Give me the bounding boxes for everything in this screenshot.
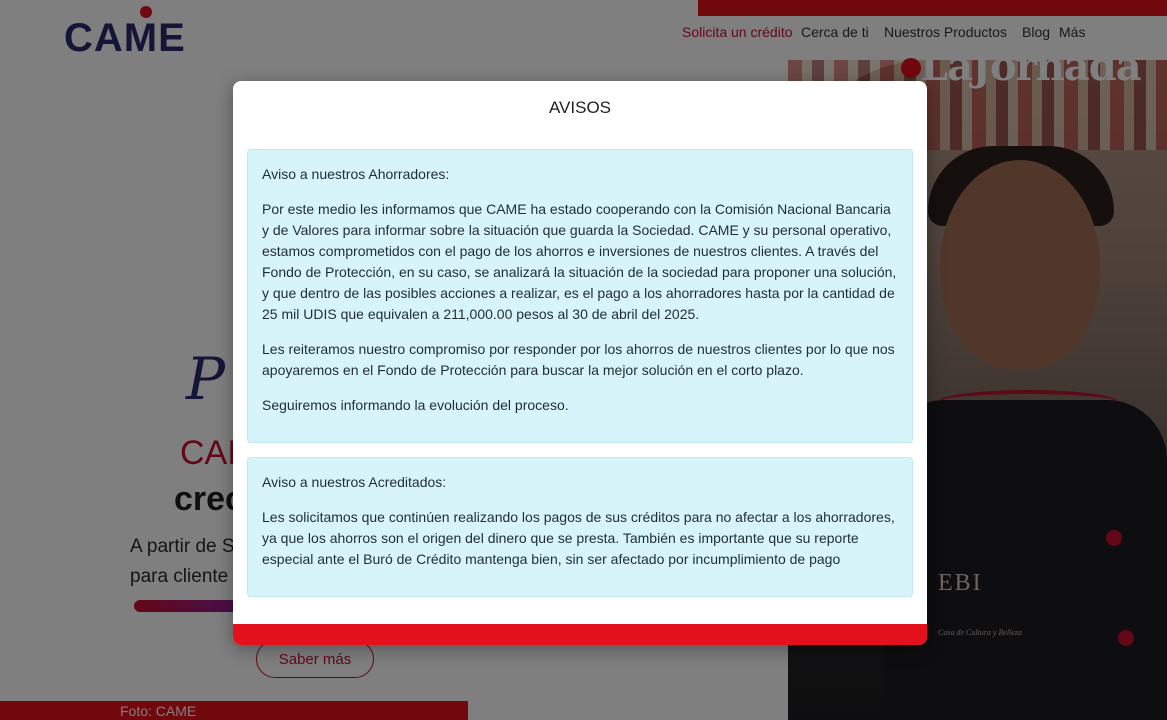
notice-ahorradores-paragraph-1: Por este medio les informamos que CAME ha estado cooperando con la Comisión Nacional Bancaria y de Valores para informar sobre la situación que guarda la Sociedad. CAME y su personal operativo, estamos comprometidos con el pago de los ahorros e inversiones de nuestros clientes. A través del Fondo de Protección, en su caso, se analizará la situación de la sociedad para proponer una solución, y que dentro de las posibles acciones a realizar, es el pago a los ahorradores hasta por la cantidad de 25 mil UDIS que equivalen a 211,000.00 pesos al 30 de abril del 2025. bbox=[262, 201, 897, 322]
notice-acreditados bbox=[247, 457, 913, 597]
avisos-modal bbox=[233, 81, 927, 645]
modal-title: AVISOS bbox=[548, 98, 612, 117]
notice-ahorradores bbox=[247, 149, 913, 443]
notice-ahorradores-paragraph-2: Les reiteramos nuestro compromiso por responder por los ahorros de nuestros clientes por lo que nos apoyaremos en el Fondo de Protección para buscar la mejor solución en el corto plazo. bbox=[262, 341, 895, 378]
notice-acreditados-heading: Aviso a nuestros Acreditados: bbox=[262, 474, 447, 490]
notice-ahorradores-paragraph-3: Seguiremos informando la evolución del proceso. bbox=[262, 397, 569, 413]
notice-ahorradores-heading: Aviso a nuestros Ahorradores: bbox=[262, 166, 450, 182]
modal-footer-bar bbox=[233, 624, 927, 645]
notice-acreditados-paragraph-1: Les solicitamos que continúen realizando los pagos de sus créditos para no afectar a los ahorradores, ya que los ahorros son el origen del dinero que se presta. También es importante que su reporte especial ante el Buró de Crédito mantenga bien, sin ser afectado por incumplimiento de pago bbox=[262, 509, 895, 567]
